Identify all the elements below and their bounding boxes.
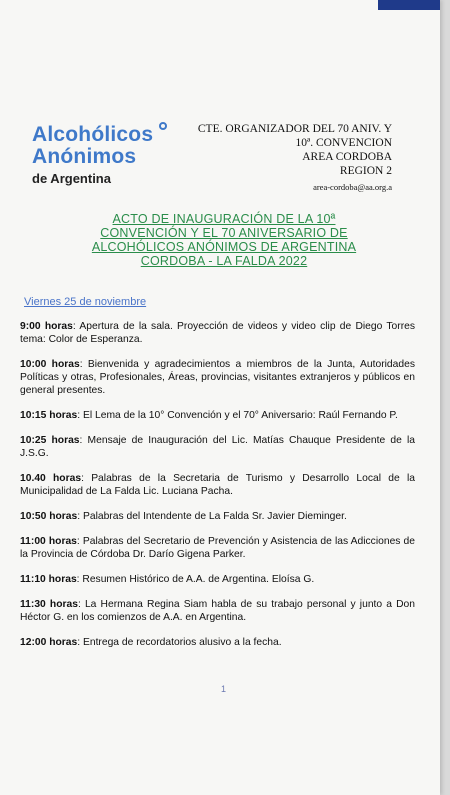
committee-line: CTE. ORGANIZADOR DEL 70 ANIV. Y (197, 123, 392, 135)
agenda-time: 12:00 horas (20, 637, 78, 648)
date-heading: Viernes 25 de noviembre (24, 296, 147, 308)
agenda-time: 11:10 horas (20, 574, 77, 585)
agenda-text: : El Lema de la 10° Convención y el 70° Aniversario: Raúl Fernando P. (77, 410, 398, 421)
logo-line-1: Alcohólicos (32, 123, 154, 146)
agenda-text: : Palabras del Secretario de Prevención y Asistencia de las Adicciones de la Provincia de Córdoba Dr. Darío Gigena Parker. (20, 536, 415, 560)
agenda-time: 11:00 horas (20, 536, 77, 547)
aa-logo (32, 124, 153, 188)
title-line: ACTO DE INAUGURACIÓN DE LA 10ª (112, 212, 336, 226)
agenda-item (20, 598, 415, 624)
agenda-text: : Apertura de la sala. Proyección de videos y video clip de Diego Torres tema: Color de Esperanza. (20, 321, 416, 345)
agenda-list (20, 320, 415, 661)
agenda-item (20, 573, 415, 586)
agenda-text: : Mensaje de Inauguración del Lic. Matías Chauque Presidente de la J.S.G. (20, 435, 415, 459)
agenda-text: : Palabras del Intendente de La Falda Sr. Javier Dieminger. (77, 511, 347, 522)
logo-line-2: Anónimos (32, 145, 137, 168)
agenda-time: 10:50 horas (20, 511, 78, 522)
agenda-item (20, 472, 415, 498)
title-line: ALCOHÓLICOS ANÓNIMOS DE ARGENTINA (91, 240, 357, 254)
agenda-item (20, 409, 415, 422)
agenda-item (20, 535, 415, 561)
agenda-text: : Palabras de la Secretaria de Turismo y Desarrollo Local de la Municipalidad de La Falda Lic. Luciana Pacha. (20, 473, 416, 497)
committee-line: 10ª. CONVENCION (295, 137, 392, 149)
committee-header (162, 122, 392, 194)
logo-line-3: de Argentina (32, 171, 111, 186)
agenda-time: 10:00 horas (20, 359, 80, 370)
agenda-text: : Entrega de recordatorios alusivo a la fecha. (77, 637, 282, 648)
agenda-item (20, 320, 415, 346)
agenda-item (20, 358, 415, 397)
blue-corner-decoration (378, 0, 440, 10)
agenda-item (20, 636, 415, 649)
agenda-item (20, 510, 415, 523)
agenda-time: 10:15 horas (20, 410, 78, 421)
agenda-text: : Resumen Histórico de A.A. de Argentina. Eloísa G. (76, 574, 315, 585)
committee-line: REGION 2 (339, 165, 392, 177)
agenda-time: 10:25 horas (20, 435, 80, 446)
agenda-text: : Bienvenida y agradecimientos a miembros de la Junta, Autoridades Políticas y otras, Profesionales, Áreas, provincias, visitantes extranjeros y públicos en general presentes. (20, 359, 415, 396)
title-line: CONVENCIÓN Y EL 70 ANIVERSARIO DE (100, 226, 348, 240)
title-line: CORDOBA - LA FALDA 2022 (140, 254, 308, 268)
agenda-time: 9:00 horas (20, 321, 73, 332)
committee-line: AREA CORDOBA (302, 151, 392, 163)
document-title (54, 212, 394, 268)
agenda-text: : La Hermana Regina Siam habla de su trabajo personal y junto a Don Héctor G. en los comienzos de A.A. en Argentina. (20, 599, 416, 623)
committee-email: area-cordoba@aa.org.a (313, 182, 392, 192)
agenda-time: 10.40 horas (20, 473, 82, 484)
agenda-time: 11:30 horas (20, 599, 78, 610)
agenda-item (20, 434, 415, 460)
page-number: 1 (221, 684, 227, 694)
